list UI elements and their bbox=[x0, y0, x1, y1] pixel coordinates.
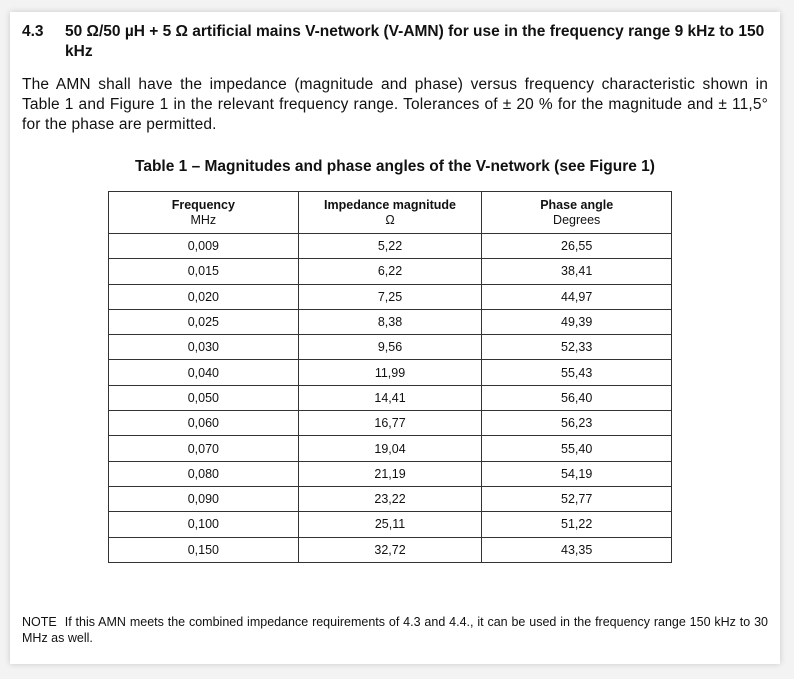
header-phase-unit: Degrees bbox=[553, 212, 601, 227]
cell-phase: 55,40 bbox=[482, 436, 672, 461]
cell-frequency: 0,060 bbox=[109, 411, 299, 436]
cell-impedance: 7,25 bbox=[298, 284, 482, 309]
table-row bbox=[109, 284, 672, 309]
table-caption: Table 1 – Magnitudes and phase angles of the V-network (see Figure 1) bbox=[135, 158, 655, 175]
header-impedance-label: Impedance magnitude bbox=[324, 197, 456, 212]
cell-frequency: 0,015 bbox=[109, 259, 299, 284]
cell-impedance: 5,22 bbox=[298, 234, 482, 259]
cell-impedance: 21,19 bbox=[298, 461, 482, 486]
header-impedance bbox=[298, 192, 482, 234]
cell-frequency: 0,080 bbox=[109, 461, 299, 486]
table-row bbox=[109, 512, 672, 537]
header-frequency-label: Frequency bbox=[171, 197, 235, 212]
cell-frequency: 0,100 bbox=[109, 512, 299, 537]
cell-phase: 38,41 bbox=[482, 259, 672, 284]
section-number: 4.3 bbox=[22, 23, 44, 40]
cell-impedance: 11,99 bbox=[298, 360, 482, 385]
cell-impedance: 8,38 bbox=[298, 309, 482, 334]
cell-phase: 43,35 bbox=[482, 537, 672, 562]
cell-phase: 55,43 bbox=[482, 360, 672, 385]
cell-frequency: 0,040 bbox=[109, 360, 299, 385]
cell-frequency: 0,050 bbox=[109, 385, 299, 410]
cell-phase: 52,77 bbox=[482, 486, 672, 511]
header-phase bbox=[482, 192, 672, 234]
impedance-table bbox=[108, 191, 672, 563]
header-frequency bbox=[109, 192, 299, 234]
header-phase-label: Phase angle bbox=[540, 197, 614, 212]
cell-phase: 26,55 bbox=[482, 234, 672, 259]
cell-impedance: 9,56 bbox=[298, 335, 482, 360]
cell-impedance: 32,72 bbox=[298, 537, 482, 562]
cell-frequency: 0,070 bbox=[109, 436, 299, 461]
cell-impedance: 19,04 bbox=[298, 436, 482, 461]
cell-frequency: 0,150 bbox=[109, 537, 299, 562]
cell-impedance: 16,77 bbox=[298, 411, 482, 436]
table-row bbox=[109, 411, 672, 436]
table-row bbox=[109, 436, 672, 461]
table-row bbox=[109, 234, 672, 259]
document-page bbox=[10, 12, 780, 664]
table-row bbox=[109, 461, 672, 486]
cell-phase: 49,39 bbox=[482, 309, 672, 334]
table-header-row bbox=[109, 192, 672, 234]
cell-phase: 52,33 bbox=[482, 335, 672, 360]
cell-impedance: 23,22 bbox=[298, 486, 482, 511]
table-row bbox=[109, 486, 672, 511]
cell-frequency: 0,030 bbox=[109, 335, 299, 360]
note bbox=[22, 614, 768, 646]
cell-impedance: 6,22 bbox=[298, 259, 482, 284]
cell-impedance: 14,41 bbox=[298, 385, 482, 410]
table-row bbox=[109, 259, 672, 284]
cell-phase: 44,97 bbox=[482, 284, 672, 309]
table-row bbox=[109, 309, 672, 334]
note-text: If this AMN meets the combined impedance requirements of 4.3 and 4.4., it can be used in the frequency range 150 kHz to 30 MHz as well. bbox=[22, 615, 768, 645]
note-label: NOTE bbox=[22, 615, 57, 629]
cell-frequency: 0,090 bbox=[109, 486, 299, 511]
header-impedance-unit: Ω bbox=[385, 212, 395, 227]
cell-frequency: 0,009 bbox=[109, 234, 299, 259]
table-row bbox=[109, 335, 672, 360]
cell-phase: 54,19 bbox=[482, 461, 672, 486]
cell-phase: 56,23 bbox=[482, 411, 672, 436]
table-row bbox=[109, 385, 672, 410]
cell-frequency: 0,020 bbox=[109, 284, 299, 309]
cell-phase: 56,40 bbox=[482, 385, 672, 410]
table-row bbox=[109, 360, 672, 385]
header-frequency-unit: MHz bbox=[190, 212, 217, 227]
body-paragraph: The AMN shall have the impedance (magnitude and phase) versus frequency characteristic shown in Table 1 and Figure 1 in the relevant frequency range. Tolerances of ± 20 % for the magnitude and ± 11,5° for the phase are permitted. bbox=[22, 76, 768, 133]
cell-phase: 51,22 bbox=[482, 512, 672, 537]
cell-frequency: 0,025 bbox=[109, 309, 299, 334]
section-title: 50 Ω/50 µH + 5 Ω artificial mains V-network (V-AMN) for use in the frequency range 9 kHz to 150 kHz bbox=[65, 23, 765, 60]
table-row bbox=[109, 537, 672, 562]
cell-impedance: 25,11 bbox=[298, 512, 482, 537]
